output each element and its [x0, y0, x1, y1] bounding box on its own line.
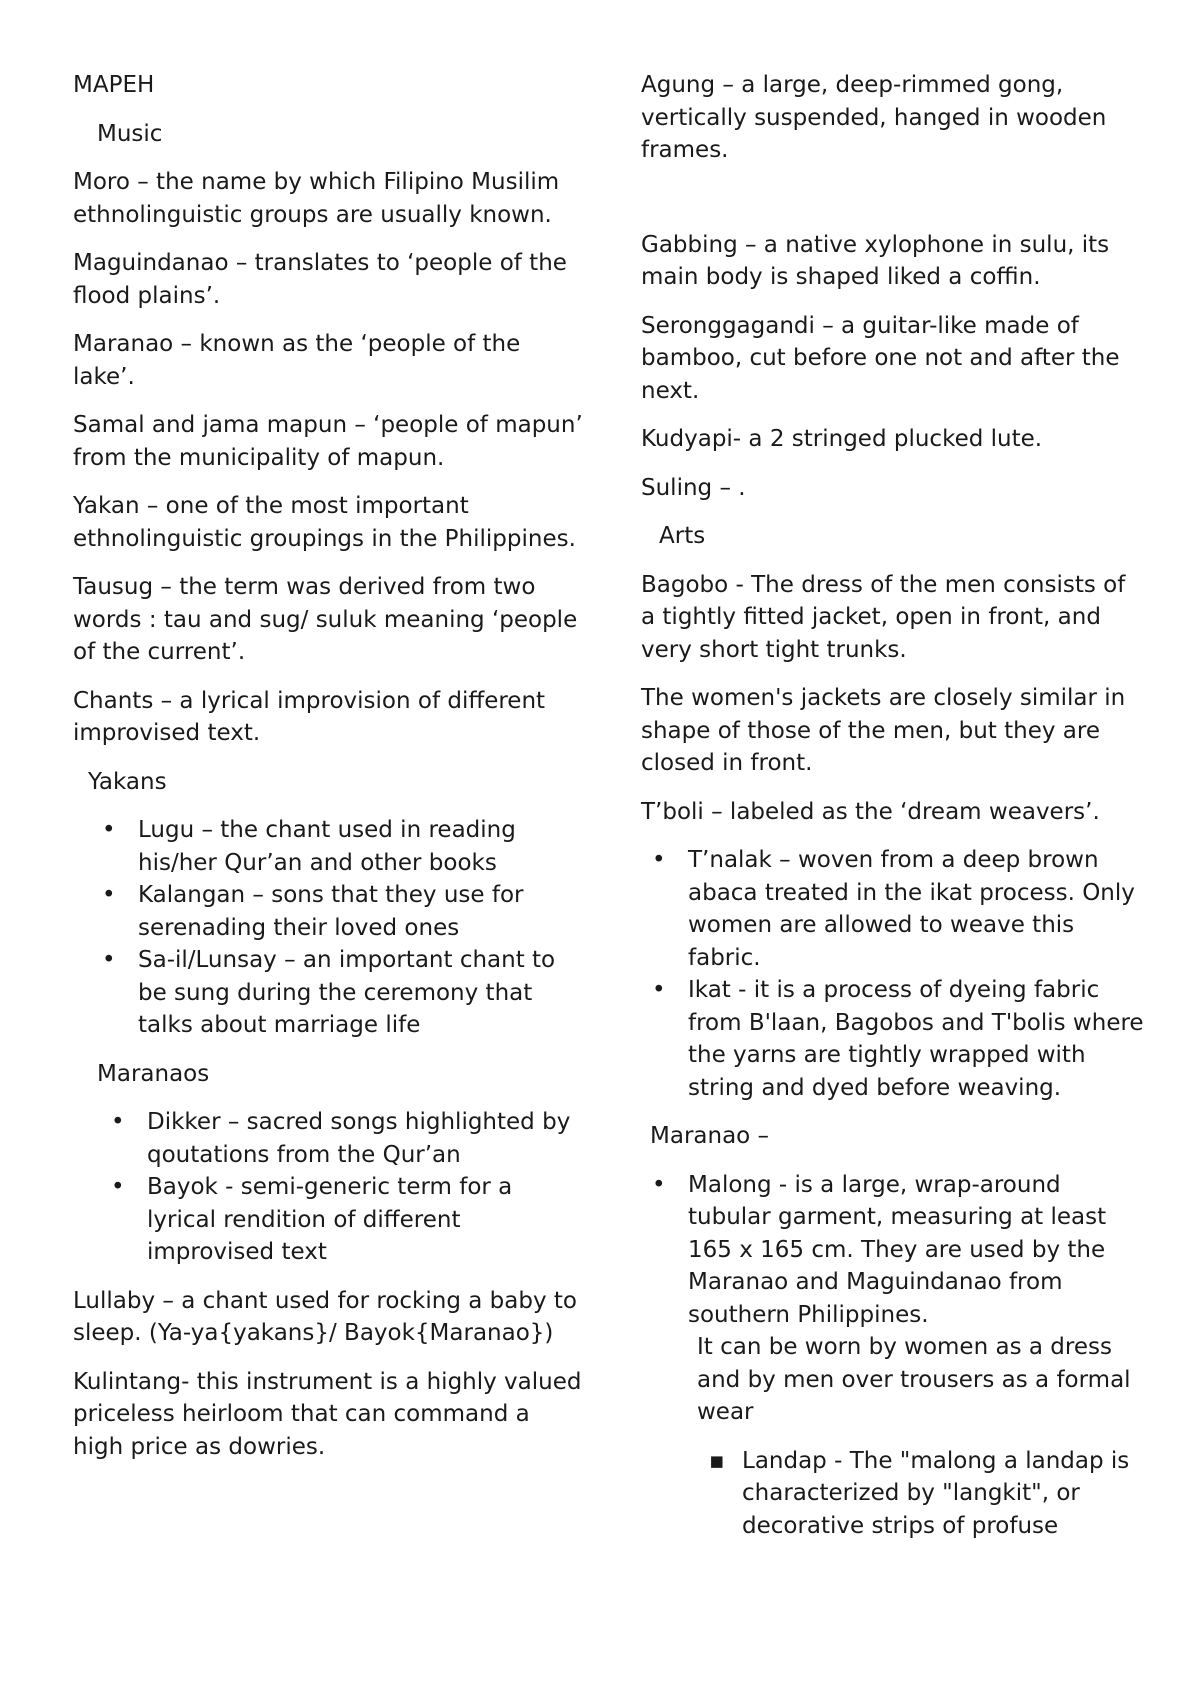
- music-heading: Music: [97, 120, 163, 147]
- paragraph-maguindanao: Maguindanao – translates to ‘people of the flood plains’.: [73, 250, 567, 309]
- list-item: • Dikker – sacred songs highlighted by qoutations from the Qur’an: [147, 1106, 583, 1171]
- paragraph-suling: Suling – .: [641, 474, 746, 501]
- list-item: • Kalangan – sons that they use for serenading their loved ones: [138, 879, 583, 944]
- paragraph-lullaby: Lullaby – a chant used for rocking a baby to sleep. (Ya-ya{yakans}/ Bayok{Maranao}): [73, 1287, 577, 1346]
- paragraph-tausug: Tausug – the term was derived from two words : tau and sug/ suluk meaning ‘people of the current’.: [73, 574, 578, 665]
- paragraph-agung: Agung – a large, deep-rimmed gong, vertically suspended, hanged in wooden frames.: [641, 72, 1107, 163]
- list-item: • Ikat - it is a process of dyeing fabric from B'laan, Bagobos and T'bolis where the yarns are tightly wrapped with string and dyed before weaving.: [688, 974, 1146, 1104]
- paragraph-gabbing: Gabbing – a native xylophone in sulu, its main body is shaped liked a coffin.: [641, 231, 1110, 290]
- list-item: • Lugu – the chant used in reading his/her Qur’an and other books: [138, 814, 583, 879]
- right-column: [641, 69, 1146, 1542]
- maranaos-list: [73, 1106, 583, 1269]
- tboli-list: [641, 844, 1146, 1104]
- arts-heading: Arts: [659, 523, 706, 549]
- list-item: • T’nalak – woven from a deep brown abaca treated in the ikat process. Only women are allowed to weave this fabric.: [688, 844, 1146, 974]
- maranaos-heading: Maranaos: [97, 1060, 210, 1087]
- list-item: [688, 1169, 1146, 1429]
- malong-list: [641, 1169, 1146, 1429]
- malong-text: Malong - is a large, wrap-around tubular garment, measuring at least 165 x 165 cm. They are used by the Maranao and Maguindanao from southern Philippines.: [688, 1171, 1107, 1328]
- paragraph-tboli: T’boli – labeled as the ‘dream weavers’.: [641, 798, 1100, 825]
- malong-subtext: It can be worn by women as a dress and by men over trousers as a formal wear: [697, 1334, 1131, 1425]
- list-item: • Sa-il/Lunsay – an important chant to be sung during the ceremony that talks about marriage life: [138, 944, 583, 1042]
- paragraph-seronggagandi: Seronggagandi – a guitar-like made of bamboo, cut before one not and after the next.: [641, 312, 1120, 404]
- list-item: • Bayok - semi-generic term for a lyrical rendition of different improvised text: [147, 1171, 583, 1269]
- paragraph-bagobo: Bagobo - The dress of the men consists of a tightly fitted jacket, open in front, and very short tight trunks.: [641, 571, 1126, 663]
- paragraph-maranao: Maranao – known as the ‘people of the lake’.: [73, 331, 521, 390]
- paragraph-kudyapi: Kudyapi- a 2 stringed plucked lute.: [641, 426, 1043, 452]
- paragraph-kulintang: Kulintang- this instrument is a highly valued priceless heirloom that can command a high price as dowries.: [73, 1368, 582, 1460]
- landap-list: [641, 1445, 1146, 1543]
- yakans-heading: Yakans: [88, 768, 167, 795]
- paragraph-chants: Chants – a lyrical improvision of different improvised text.: [73, 687, 546, 746]
- yakans-list: [73, 814, 583, 1042]
- maranao-heading: Maranao –: [650, 1123, 770, 1149]
- paragraph-yakan: Yakan – one of the most important ethnolinguistic groupings in the Philippines.: [73, 493, 576, 552]
- paragraph-womens-jackets: The women's jackets are closely similar in shape of those of the men, but they are closed in front.: [641, 685, 1126, 776]
- paragraph-moro: Moro – the name by which Filipino Musilim ethnolinguistic groups are usually known.: [73, 169, 560, 228]
- document-title: MAPEH: [73, 72, 155, 98]
- left-column: [73, 69, 583, 1479]
- list-item: ▪ Landap - The "malong a landap is characterized by "langkit", or decorative strips of profuse: [742, 1445, 1146, 1543]
- paragraph-samal: Samal and jama mapun – ‘people of mapun’ from the municipality of mapun.: [73, 412, 583, 471]
